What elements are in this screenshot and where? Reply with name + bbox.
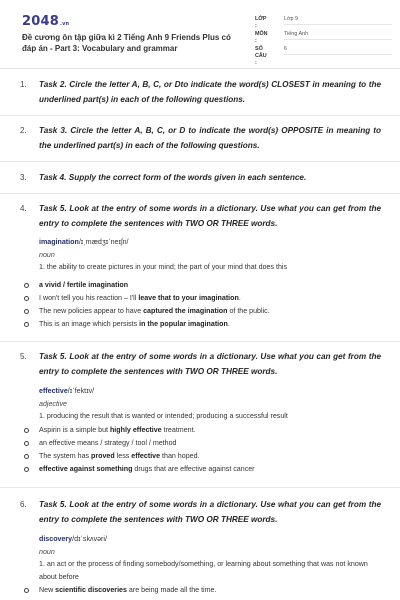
question-text: Task 4. Supply the correct form of the words given in each sentence.	[39, 173, 307, 182]
header-divider	[0, 68, 400, 69]
entry-definition: 1. the ability to create pictures in your mind; the part of your mind that does this	[39, 263, 288, 271]
question-number: 3.	[20, 173, 27, 182]
page-header: 2048.vn Đề cương ôn tập giữa kì 2 Tiếng Anh 9 Friends Plus có đáp án - Part 3: Vocabulary and grammar LỚP : Lớp 9 MÔN : Tiếng Anh SỐ CÂU : 6	[0, 0, 400, 64]
question-number: 1.	[20, 80, 27, 89]
entry-part-of-speech: noun	[39, 547, 55, 556]
question-text: Task 3. Circle the letter A, B, C, or D to indicate the word(s) OPPOSITE in meaning to the underlined part(s) in each of the following questions.	[39, 126, 381, 150]
question-text: Task 5. Look at the entry of some words in a dictionary. Use what you can get from the entry to complete the sentences with TWO OR THREE words.	[39, 500, 381, 524]
entry-definition: 1. an act or the process of finding somebody/something, or learning about something that was not known about before	[39, 560, 368, 581]
bullet-icon	[24, 296, 29, 301]
question-text: Task 5. Look at the entry of some words in a dictionary. Use what you can get from the entry to complete the sentences with TWO OR THREE words.	[39, 352, 381, 376]
bullet-icon	[24, 428, 29, 433]
site-logo[interactable]: 2048.vn	[22, 14, 70, 29]
divider	[0, 161, 400, 162]
entry-pronunciation: /dɪˈskʌvəri/	[72, 535, 107, 543]
entry-word: imagination	[39, 238, 79, 246]
entry-word: effective	[39, 387, 68, 395]
entry-part-of-speech: adjective	[39, 399, 67, 408]
bullet-icon	[24, 322, 29, 327]
dictionary-entry-imagination	[39, 236, 384, 274]
divider	[0, 193, 400, 194]
dictionary-entry-effective	[39, 385, 384, 423]
dictionary-entry-discovery	[39, 533, 384, 583]
question-number: 4.	[20, 204, 27, 213]
divider	[0, 487, 400, 488]
bullet-icon	[24, 309, 29, 314]
entry-pronunciation: /ɪˈfektɪv/	[67, 387, 95, 395]
bullet-icon	[24, 441, 29, 446]
question-number: 5.	[20, 352, 27, 361]
question-text: Task 2. Circle the letter A, B, C, or Dto indicate the word(s) CLOSEST in meaning to the underlined part(s) in each of the following questions.	[39, 80, 381, 104]
question-number: 2.	[20, 126, 27, 135]
document-title: Đề cương ôn tập giữa kì 2 Tiếng Anh 9 Friends Plus có đáp án - Part 3: Vocabulary and grammar	[22, 33, 231, 53]
bullet-icon	[24, 588, 29, 593]
bullet-icon	[24, 454, 29, 459]
question-number: 6.	[20, 500, 27, 509]
entry-part-of-speech: noun	[39, 250, 55, 259]
divider	[0, 115, 400, 116]
entry-word: discovery	[39, 535, 73, 543]
question-text: Task 5. Look at the entry of some words in a dictionary. Use what you can get from the entry to complete the sentences with TWO OR THREE words.	[39, 204, 381, 228]
divider	[0, 341, 400, 342]
bullet-icon	[24, 283, 29, 288]
bullet-icon	[24, 467, 29, 472]
entry-definition: 1. producing the result that is wanted or intended; producing a successful result	[39, 412, 288, 420]
entry-pronunciation: /ɪˌmædʒɪˈneɪʃn/	[78, 238, 129, 246]
